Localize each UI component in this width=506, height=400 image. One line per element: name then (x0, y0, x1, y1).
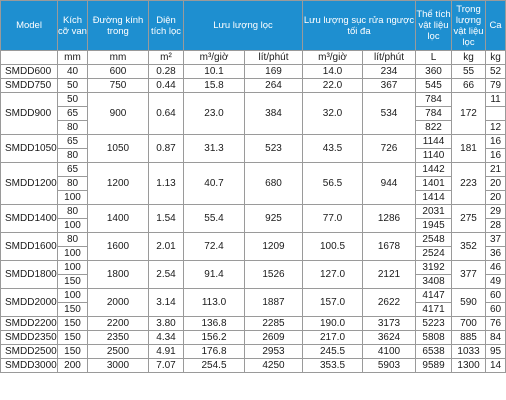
extra-cell: 20 (486, 177, 506, 191)
model-cell: SMDD1050 (1, 135, 58, 163)
flow-m3-cell: 91.4 (184, 261, 245, 289)
valve-size-cell: 80 (58, 233, 88, 247)
media-volume-cell: 5808 (416, 331, 452, 345)
extra-cell: 79 (486, 79, 506, 93)
media-volume-cell: 4171 (416, 303, 452, 317)
flow-liter-cell: 523 (245, 135, 303, 163)
flow-m3-cell: 15.8 (184, 79, 245, 93)
valve-size-cell: 65 (58, 135, 88, 149)
backwash-liter-cell: 3624 (363, 331, 416, 345)
header-inner-diameter: Đường kính trong (88, 1, 149, 51)
media-volume-cell: 3192 (416, 261, 452, 275)
extra-cell: 60 (486, 289, 506, 303)
model-cell: SMDD2000 (1, 289, 58, 317)
extra-cell: 20 (486, 191, 506, 205)
media-weight-cell: 181 (452, 135, 486, 163)
model-cell: SMDD900 (1, 93, 58, 135)
flow-m3-cell: 156.2 (184, 331, 245, 345)
media-volume-cell: 2031 (416, 205, 452, 219)
media-volume-cell: 3408 (416, 275, 452, 289)
media-weight-cell: 377 (452, 261, 486, 289)
valve-size-cell: 65 (58, 163, 88, 177)
area-cell: 1.13 (149, 163, 184, 205)
flow-liter-cell: 1887 (245, 289, 303, 317)
media-volume-cell: 1442 (416, 163, 452, 177)
media-weight-cell: 223 (452, 163, 486, 205)
model-cell: SMDD750 (1, 79, 58, 93)
area-cell: 4.91 (149, 345, 184, 359)
flow-m3-cell: 23.0 (184, 93, 245, 135)
model-cell: SMDD2500 (1, 345, 58, 359)
flow-m3-cell: 113.0 (184, 289, 245, 317)
header-media-weight: Trọng lượng vật liệu lọc (452, 1, 486, 51)
valve-size-cell: 100 (58, 261, 88, 275)
backwash-liter-cell: 2121 (363, 261, 416, 289)
valve-size-cell: 200 (58, 359, 88, 373)
flow-liter-cell: 2285 (245, 317, 303, 331)
valve-size-cell: 150 (58, 303, 88, 317)
backwash-m3-cell: 157.0 (303, 289, 363, 317)
model-cell: SMDD2350 (1, 331, 58, 345)
area-cell: 7.07 (149, 359, 184, 373)
area-cell: 1.54 (149, 205, 184, 233)
diameter-cell: 1050 (88, 135, 149, 163)
media-volume-cell: 1414 (416, 191, 452, 205)
unit-cell: lít/phút (245, 51, 303, 65)
flow-liter-cell: 4250 (245, 359, 303, 373)
table-row (1, 163, 506, 177)
diameter-cell: 750 (88, 79, 149, 93)
flow-liter-cell: 1209 (245, 233, 303, 261)
model-cell: SMDD1200 (1, 163, 58, 205)
backwash-m3-cell: 217.0 (303, 331, 363, 345)
valve-size-cell: 80 (58, 177, 88, 191)
diameter-cell: 1600 (88, 233, 149, 261)
media-volume-cell: 1144 (416, 135, 452, 149)
flow-liter-cell: 169 (245, 65, 303, 79)
header-filter-flow: Lưu lượng lọc (184, 1, 303, 51)
extra-cell: 11 (486, 93, 506, 107)
area-cell: 0.87 (149, 135, 184, 163)
extra-cell: 29 (486, 205, 506, 219)
extra-cell: 36 (486, 247, 506, 261)
extra-cell: 52 (486, 65, 506, 79)
valve-size-cell: 100 (58, 289, 88, 303)
media-weight-cell: 172 (452, 93, 486, 135)
model-cell: SMDD3000 (1, 359, 58, 373)
extra-cell: 76 (486, 317, 506, 331)
backwash-liter-cell: 726 (363, 135, 416, 163)
flow-liter-cell: 680 (245, 163, 303, 205)
media-volume-cell: 1401 (416, 177, 452, 191)
backwash-liter-cell: 1678 (363, 233, 416, 261)
extra-cell: 14 (486, 359, 506, 373)
valve-size-cell: 80 (58, 121, 88, 135)
flow-liter-cell: 2953 (245, 345, 303, 359)
backwash-liter-cell: 2622 (363, 289, 416, 317)
unit-cell (1, 51, 58, 65)
valve-size-cell: 80 (58, 205, 88, 219)
media-weight-cell: 700 (452, 317, 486, 331)
valve-size-cell: 100 (58, 191, 88, 205)
flow-liter-cell: 264 (245, 79, 303, 93)
backwash-m3-cell: 190.0 (303, 317, 363, 331)
valve-size-cell: 80 (58, 149, 88, 163)
flow-m3-cell: 176.8 (184, 345, 245, 359)
backwash-liter-cell: 5903 (363, 359, 416, 373)
model-cell: SMDD600 (1, 65, 58, 79)
backwash-m3-cell: 22.0 (303, 79, 363, 93)
diameter-cell: 2500 (88, 345, 149, 359)
extra-cell: 49 (486, 275, 506, 289)
flow-m3-cell: 254.5 (184, 359, 245, 373)
model-cell: SMDD1400 (1, 205, 58, 233)
backwash-m3-cell: 14.0 (303, 65, 363, 79)
flow-m3-cell: 40.7 (184, 163, 245, 205)
unit-cell: m² (149, 51, 184, 65)
flow-liter-cell: 925 (245, 205, 303, 233)
unit-cell: kg (452, 51, 486, 65)
header-media-volume: Thể tích vật liệu lọc (416, 1, 452, 51)
valve-size-cell: 65 (58, 107, 88, 121)
media-weight-cell: 275 (452, 205, 486, 233)
backwash-liter-cell: 1286 (363, 205, 416, 233)
unit-cell: m³/giờ (303, 51, 363, 65)
table-row (1, 359, 506, 373)
extra-cell: 46 (486, 261, 506, 275)
media-volume-cell: 1945 (416, 219, 452, 233)
valve-size-cell: 50 (58, 93, 88, 107)
table-row (1, 345, 506, 359)
table-row (1, 205, 506, 219)
media-volume-cell: 9589 (416, 359, 452, 373)
flow-m3-cell: 31.3 (184, 135, 245, 163)
extra-cell: 60 (486, 303, 506, 317)
area-cell: 0.28 (149, 65, 184, 79)
model-cell: SMDD2200 (1, 317, 58, 331)
diameter-cell: 900 (88, 93, 149, 135)
valve-size-cell: 100 (58, 247, 88, 261)
table-row (1, 93, 506, 107)
backwash-m3-cell: 43.5 (303, 135, 363, 163)
table-row (1, 135, 506, 149)
valve-size-cell: 150 (58, 331, 88, 345)
valve-size-cell: 150 (58, 275, 88, 289)
unit-cell: L (416, 51, 452, 65)
units-row (1, 51, 506, 65)
extra-cell: 28 (486, 219, 506, 233)
extra-cell: 21 (486, 163, 506, 177)
flow-m3-cell: 72.4 (184, 233, 245, 261)
model-cell: SMDD1800 (1, 261, 58, 289)
area-cell: 3.14 (149, 289, 184, 317)
backwash-liter-cell: 4100 (363, 345, 416, 359)
media-volume-cell: 784 (416, 107, 452, 121)
backwash-m3-cell: 77.0 (303, 205, 363, 233)
header-backwash-flow: Lưu lượng sục rửa ngược tối đa (303, 1, 416, 51)
diameter-cell: 600 (88, 65, 149, 79)
area-cell: 2.54 (149, 261, 184, 289)
diameter-cell: 2200 (88, 317, 149, 331)
area-cell: 0.44 (149, 79, 184, 93)
extra-cell: 37 (486, 233, 506, 247)
flow-liter-cell: 2609 (245, 331, 303, 345)
valve-size-cell: 100 (58, 219, 88, 233)
table-row (1, 79, 506, 93)
flow-liter-cell: 384 (245, 93, 303, 135)
media-volume-cell: 822 (416, 121, 452, 135)
model-cell: SMDD1600 (1, 233, 58, 261)
backwash-liter-cell: 534 (363, 93, 416, 135)
table-row (1, 233, 506, 247)
unit-cell: mm (88, 51, 149, 65)
diameter-cell: 1200 (88, 163, 149, 205)
backwash-m3-cell: 245.5 (303, 345, 363, 359)
table-row (1, 331, 506, 345)
media-weight-cell: 352 (452, 233, 486, 261)
unit-cell: kg (486, 51, 506, 65)
diameter-cell: 1800 (88, 261, 149, 289)
extra-cell: 84 (486, 331, 506, 345)
media-weight-cell: 66 (452, 79, 486, 93)
valve-size-cell: 150 (58, 317, 88, 331)
table-row (1, 261, 506, 275)
area-cell: 0.64 (149, 93, 184, 135)
area-cell: 4.34 (149, 331, 184, 345)
table-row (1, 317, 506, 331)
backwash-m3-cell: 353.5 (303, 359, 363, 373)
valve-size-cell: 40 (58, 65, 88, 79)
media-volume-cell: 5223 (416, 317, 452, 331)
backwash-liter-cell: 944 (363, 163, 416, 205)
header-model: Model (1, 1, 58, 51)
header-extra: Ca (486, 1, 506, 51)
flow-m3-cell: 136.8 (184, 317, 245, 331)
diameter-cell: 2000 (88, 289, 149, 317)
extra-cell: 16 (486, 135, 506, 149)
media-volume-cell: 2524 (416, 247, 452, 261)
backwash-liter-cell: 367 (363, 79, 416, 93)
media-volume-cell: 4147 (416, 289, 452, 303)
media-volume-cell: 1140 (416, 149, 452, 163)
extra-cell: 12 (486, 121, 506, 135)
unit-cell: m³/giờ (184, 51, 245, 65)
area-cell: 3.80 (149, 317, 184, 331)
flow-m3-cell: 55.4 (184, 205, 245, 233)
media-volume-cell: 6538 (416, 345, 452, 359)
unit-cell: lít/phút (363, 51, 416, 65)
media-weight-cell: 55 (452, 65, 486, 79)
backwash-m3-cell: 56.5 (303, 163, 363, 205)
media-volume-cell: 784 (416, 93, 452, 107)
unit-cell: mm (58, 51, 88, 65)
media-weight-cell: 1033 (452, 345, 486, 359)
media-volume-cell: 360 (416, 65, 452, 79)
flow-liter-cell: 1526 (245, 261, 303, 289)
backwash-liter-cell: 234 (363, 65, 416, 79)
valve-size-cell: 150 (58, 345, 88, 359)
diameter-cell: 2350 (88, 331, 149, 345)
flow-m3-cell: 10.1 (184, 65, 245, 79)
header-filter-area: Diện tích lọc (149, 1, 184, 51)
area-cell: 2.01 (149, 233, 184, 261)
media-volume-cell: 545 (416, 79, 452, 93)
extra-cell: 16 (486, 149, 506, 163)
table-row (1, 65, 506, 79)
header-valve-size: Kích cỡ van (58, 1, 88, 51)
backwash-m3-cell: 100.5 (303, 233, 363, 261)
diameter-cell: 1400 (88, 205, 149, 233)
media-weight-cell: 590 (452, 289, 486, 317)
table-row (1, 289, 506, 303)
table-body (1, 51, 506, 373)
extra-cell: 95 (486, 345, 506, 359)
backwash-m3-cell: 32.0 (303, 93, 363, 135)
media-weight-cell: 885 (452, 331, 486, 345)
extra-cell (486, 107, 506, 121)
backwash-m3-cell: 127.0 (303, 261, 363, 289)
valve-size-cell: 50 (58, 79, 88, 93)
media-volume-cell: 2548 (416, 233, 452, 247)
backwash-liter-cell: 3173 (363, 317, 416, 331)
media-weight-cell: 1300 (452, 359, 486, 373)
diameter-cell: 3000 (88, 359, 149, 373)
header-row (1, 1, 506, 51)
